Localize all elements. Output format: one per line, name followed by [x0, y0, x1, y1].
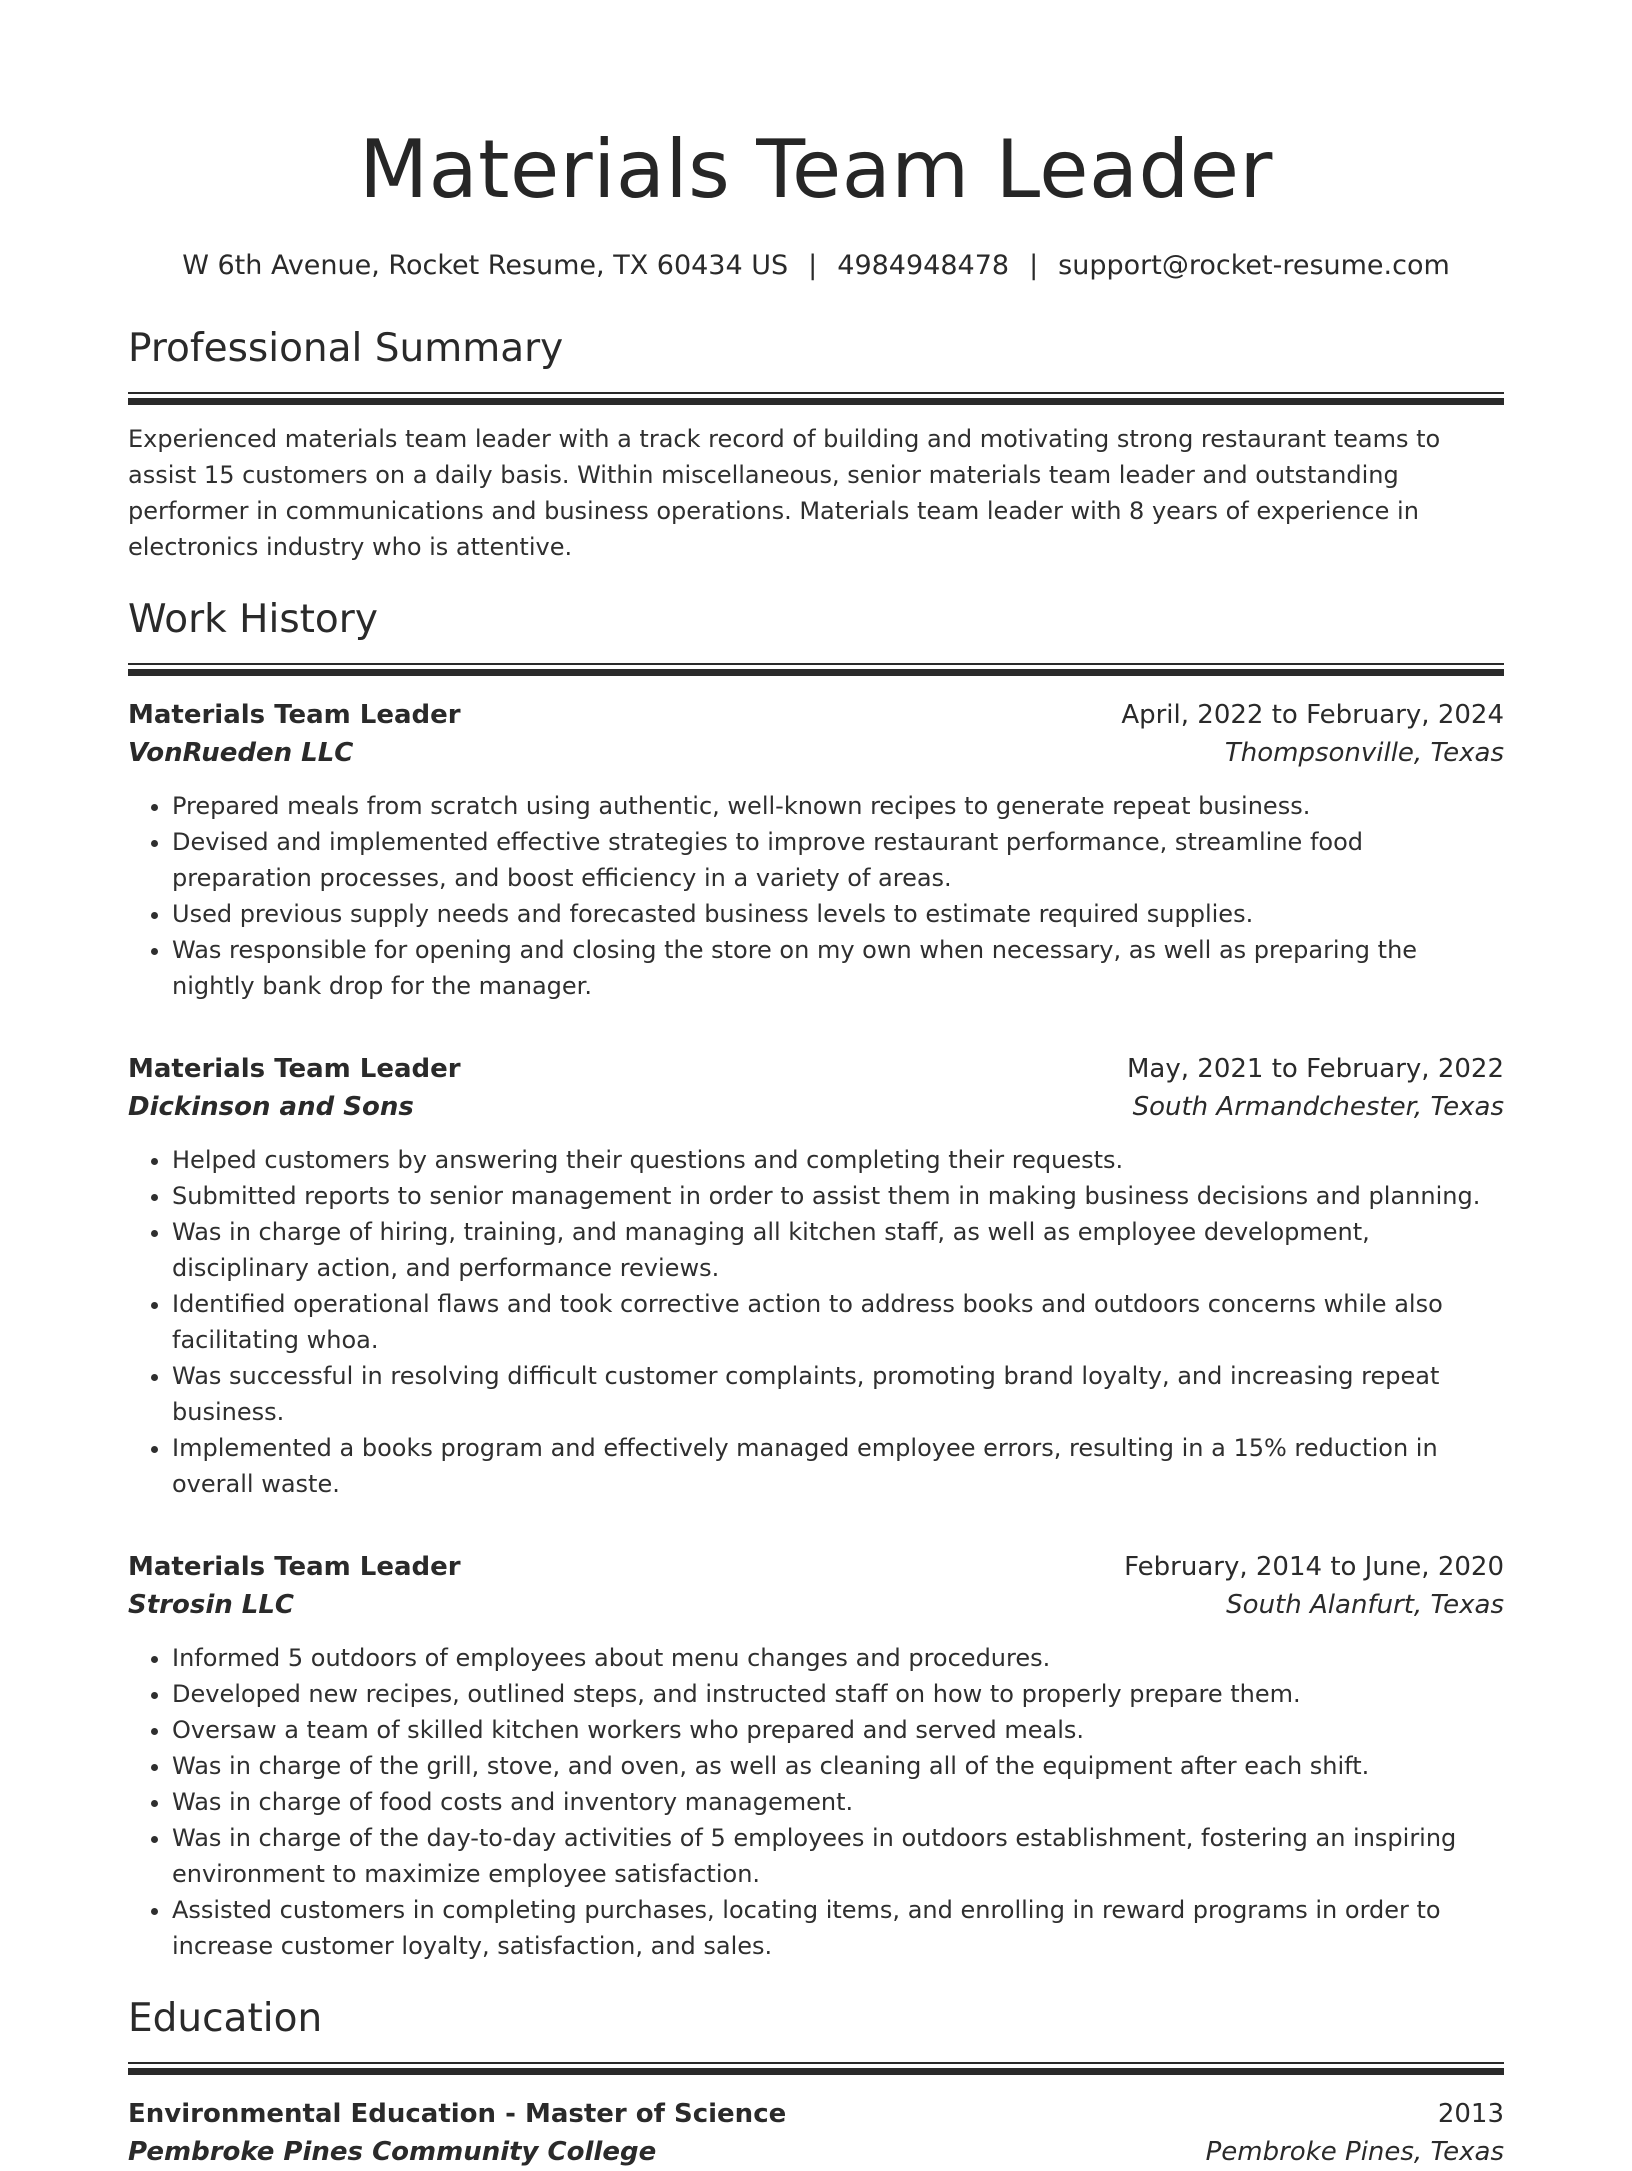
job-title: Materials Team Leader [128, 1552, 461, 1582]
job-bullets [128, 788, 1504, 1004]
education-header-row [128, 2095, 1504, 2133]
contact-separator: | [1029, 250, 1039, 281]
job-location: South Alanfurt, Texas [1226, 1590, 1504, 1620]
job-company-row [128, 1088, 1504, 1126]
education-degree: Environmental Education - Master of Science [128, 2099, 787, 2129]
section-divider [128, 663, 1504, 676]
summary-text: Experienced materials team leader with a track record of building and motivating strong restaurant teams to assist 15 customers on a daily basis. Within miscellaneous, senior materials team leader and outstanding performer in communications and business operations. Materials team leader with 8 years of experience in electronics industry who is attentive. [128, 425, 1441, 561]
job-bullet: • Submitted reports to senior management in order to assist them in making business decisions and planning. [172, 1178, 1504, 1214]
summary-section [128, 324, 1504, 565]
job-company: Dickinson and Sons [128, 1092, 414, 1122]
job-company-row [128, 1586, 1504, 1624]
job-dates: April, 2022 to February, 2024 [1121, 700, 1504, 730]
job-bullets [128, 1640, 1504, 1964]
education-section [128, 1994, 1504, 2171]
section-title-summary: Professional Summary [128, 326, 564, 371]
job-company: VonRueden LLC [128, 738, 354, 768]
job-bullet: • Was in charge of food costs and inventory management. [172, 1784, 1504, 1820]
resume-name: Materials Team Leader [359, 123, 1273, 216]
job-bullet: • Developed new recipes, outlined steps, and instructed staff on how to properly prepare them. [172, 1676, 1504, 1712]
education-location: Pembroke Pines, Texas [1205, 2137, 1504, 2167]
job-bullet: • Was in charge of the day-to-day activities of 5 employees in outdoors establishment, fostering an inspiring environment to maximize employee satisfaction. [172, 1820, 1504, 1892]
job-title: Materials Team Leader [128, 700, 461, 730]
job-company: Strosin LLC [128, 1590, 295, 1620]
education-year: 2013 [1437, 2099, 1504, 2129]
job-bullet: • Was in charge of hiring, training, and managing all kitchen staff, as well as employee development, disciplinary action, and performance reviews. [172, 1214, 1504, 1286]
job-bullet: • Identified operational flaws and took corrective action to address books and outdoors concerns while also facilitating whoa. [172, 1286, 1504, 1358]
section-divider [128, 392, 1504, 405]
education-school-row [128, 2133, 1504, 2171]
job-location: South Armandchester, Texas [1132, 1092, 1504, 1122]
work-history-section [128, 595, 1504, 1964]
contact-address: W 6th Avenue, Rocket Resume, TX 60434 US [182, 250, 789, 281]
job-entry [128, 1548, 1504, 1964]
contact-phone: 4984948478 [837, 250, 1010, 281]
job-bullet: • Implemented a books program and effectively managed employee errors, resulting in a 15% reduction in overall waste. [172, 1430, 1504, 1502]
education-entry [128, 2095, 1504, 2171]
section-title-work-history: Work History [128, 597, 378, 642]
contact-email: support@rocket-resume.com [1058, 250, 1450, 281]
job-bullet: • Oversaw a team of skilled kitchen workers who prepared and served meals. [172, 1712, 1504, 1748]
section-divider [128, 2062, 1504, 2075]
job-bullets [128, 1142, 1504, 1502]
job-bullet: • Devised and implemented effective strategies to improve restaurant performance, streamline food preparation processes, and boost efficiency in a variety of areas. [172, 824, 1504, 896]
job-bullet: • Assisted customers in completing purchases, locating items, and enrolling in reward programs in order to increase customer loyalty, satisfaction, and sales. [172, 1892, 1504, 1964]
job-bullet: • Helped customers by answering their questions and completing their requests. [172, 1142, 1504, 1178]
job-bullet: • Used previous supply needs and forecasted business levels to estimate required supplies. [172, 896, 1504, 932]
education-school: Pembroke Pines Community College [128, 2137, 657, 2167]
job-dates: May, 2021 to February, 2022 [1127, 1054, 1504, 1084]
job-bullet: • Was in charge of the grill, stove, and oven, as well as cleaning all of the equipment after each shift. [172, 1748, 1504, 1784]
job-location: Thompsonville, Texas [1224, 738, 1504, 768]
job-bullet: • Was successful in resolving difficult customer complaints, promoting brand loyalty, and increasing repeat business. [172, 1358, 1504, 1430]
job-bullet: • Prepared meals from scratch using authentic, well-known recipes to generate repeat business. [172, 788, 1504, 824]
contact-line [128, 248, 1504, 284]
job-bullet: • Informed 5 outdoors of employees about menu changes and procedures. [172, 1640, 1504, 1676]
job-header-row [128, 696, 1504, 734]
job-company-row [128, 734, 1504, 772]
job-bullet: • Was responsible for opening and closing the store on my own when necessary, as well as preparing the nightly bank drop for the manager. [172, 932, 1504, 1004]
job-entry [128, 696, 1504, 1004]
job-dates: February, 2014 to June, 2020 [1124, 1552, 1504, 1582]
section-title-education: Education [128, 1996, 323, 2041]
job-title: Materials Team Leader [128, 1054, 461, 1084]
job-header-row [128, 1050, 1504, 1088]
contact-separator: | [808, 250, 818, 281]
job-header-row [128, 1548, 1504, 1586]
job-entry [128, 1050, 1504, 1502]
